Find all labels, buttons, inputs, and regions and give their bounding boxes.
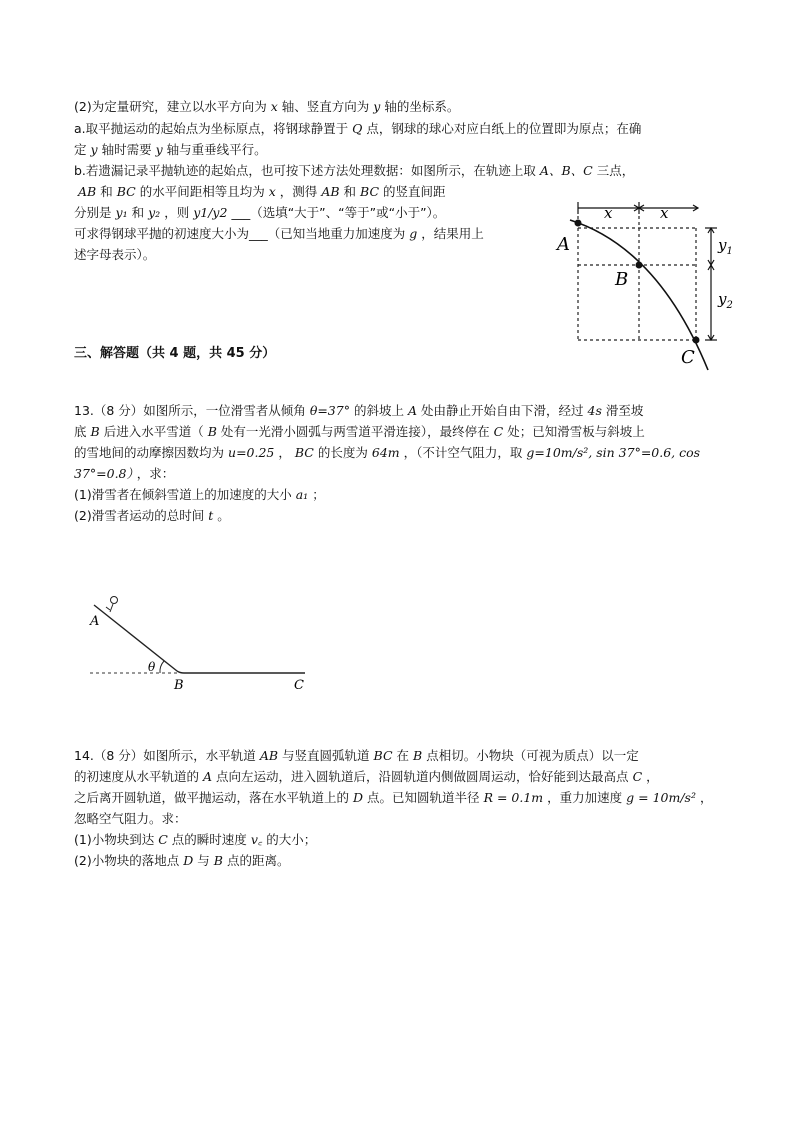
- q14-line-2: 的初速度从水平轨道的 A 点向左运动，进入圆轨道后，沿圆轨道内侧做圆周运动，恰好能到达最高点 C ，: [74, 769, 659, 784]
- q13-line-4: 37°=0.8） ，求：: [74, 466, 175, 481]
- part2-line-b3: 分别是 y₁ 和 y₂ ，则 y1/y2 ___（选填“大于”、“等于”或“小于”）。: [74, 205, 446, 220]
- y-arrows: [705, 228, 717, 340]
- angle-arc: [160, 661, 164, 673]
- slope-label-c: C: [294, 678, 304, 693]
- skier-icon: [106, 597, 118, 613]
- q14-line-3: 之后离开圆轨道，做平抛运动，落在水平轨道上的 D 点。已知圆轨道半径 R = 0.1m ，重力加速度 g = 10m/s² ，: [74, 790, 713, 805]
- x-label-2: x: [660, 204, 669, 222]
- part2-line-b5: 述字母表示）。: [74, 247, 156, 262]
- y2-label: $y_2$: [718, 290, 733, 311]
- section-heading: 三、解答题（共 4 题，共 45 分）: [74, 346, 276, 361]
- point-c: [693, 337, 700, 344]
- q13-sub-1: (1)滑雪者在倾斜雪道上的加速度的大小 a₁ ；: [74, 487, 325, 502]
- point-a: [575, 220, 582, 227]
- part2-line-1: (2)为定量研究，建立以水平方向为 x 轴、竖直方向为 y 轴的坐标系。: [74, 99, 460, 114]
- label-c: C: [681, 347, 695, 368]
- q13-line-3: 的雪地间的动摩擦因数均为 u=0.25 ， BC 的长度为 64m ，（不计空气阻力，取 g=10m/s², sin 37°=0.6, cos: [74, 445, 701, 460]
- part2-line-a2: 定 y 轴时需要 y 轴与重垂线平行。: [74, 142, 267, 157]
- q14-sub-2: (2)小物块的落地点 D 与 B 点的距离。: [74, 853, 290, 868]
- q14-line-4: 忽略空气阻力。求：: [74, 811, 187, 826]
- trajectory-figure: [548, 198, 733, 376]
- slope-line: [94, 605, 177, 671]
- dashed-grid: [578, 216, 696, 340]
- q14-sub-1: (1)小物块到达 C 点的瞬时速度 v꜀ 的大小；: [74, 832, 317, 847]
- part2-line-b: b.若遗漏记录平抛轨迹的起始点，也可按下述方法处理数据：如图所示，在轨迹上取 A、B、C 三点，: [74, 163, 635, 178]
- slope-figure: [80, 585, 320, 695]
- slope-label-a: A: [90, 614, 100, 629]
- x-label-1: x: [604, 204, 613, 222]
- part2-line-a: a.取平抛运动的起始点为坐标原点，将钢球静置于 Q 点，钢球的球心对应白纸上的位置即为原点；在确: [74, 121, 642, 136]
- y1-label: $y_1$: [718, 236, 733, 257]
- label-b: B: [615, 269, 629, 290]
- label-a: A: [557, 234, 570, 255]
- point-b: [636, 262, 643, 269]
- q13-line-2: 底 B 后进入水平雪道（ B 处有一光滑小圆弧与两雪道平滑连接），最终停在 C 处；已知滑雪板与斜坡上: [74, 424, 645, 439]
- q13-sub-2: (2)滑雪者运动的总时间 t 。: [74, 508, 230, 523]
- q13-line-1: 13.（8 分）如图所示，一位滑雪者从倾角 θ=37° 的斜坡上 A 处由静止开始自由下滑，经过 4s 滑至坡: [74, 403, 644, 418]
- q14-line-1: 14.（8 分）如图所示，水平轨道 AB 与竖直圆弧轨道 BC 在 B 点相切。小物块（可视为质点）以一定: [74, 748, 639, 763]
- slope-label-b: B: [174, 678, 184, 693]
- slope-label-theta: θ: [148, 660, 156, 674]
- part2-line-b2: AB 和 BC 的水平间距相等且均为 x ，测得 AB 和 BC 的竖直间距: [78, 184, 446, 199]
- part2-line-b4: 可求得钢球平抛的初速度大小为___（已知当地重力加速度为 g ，结果用上: [74, 226, 484, 241]
